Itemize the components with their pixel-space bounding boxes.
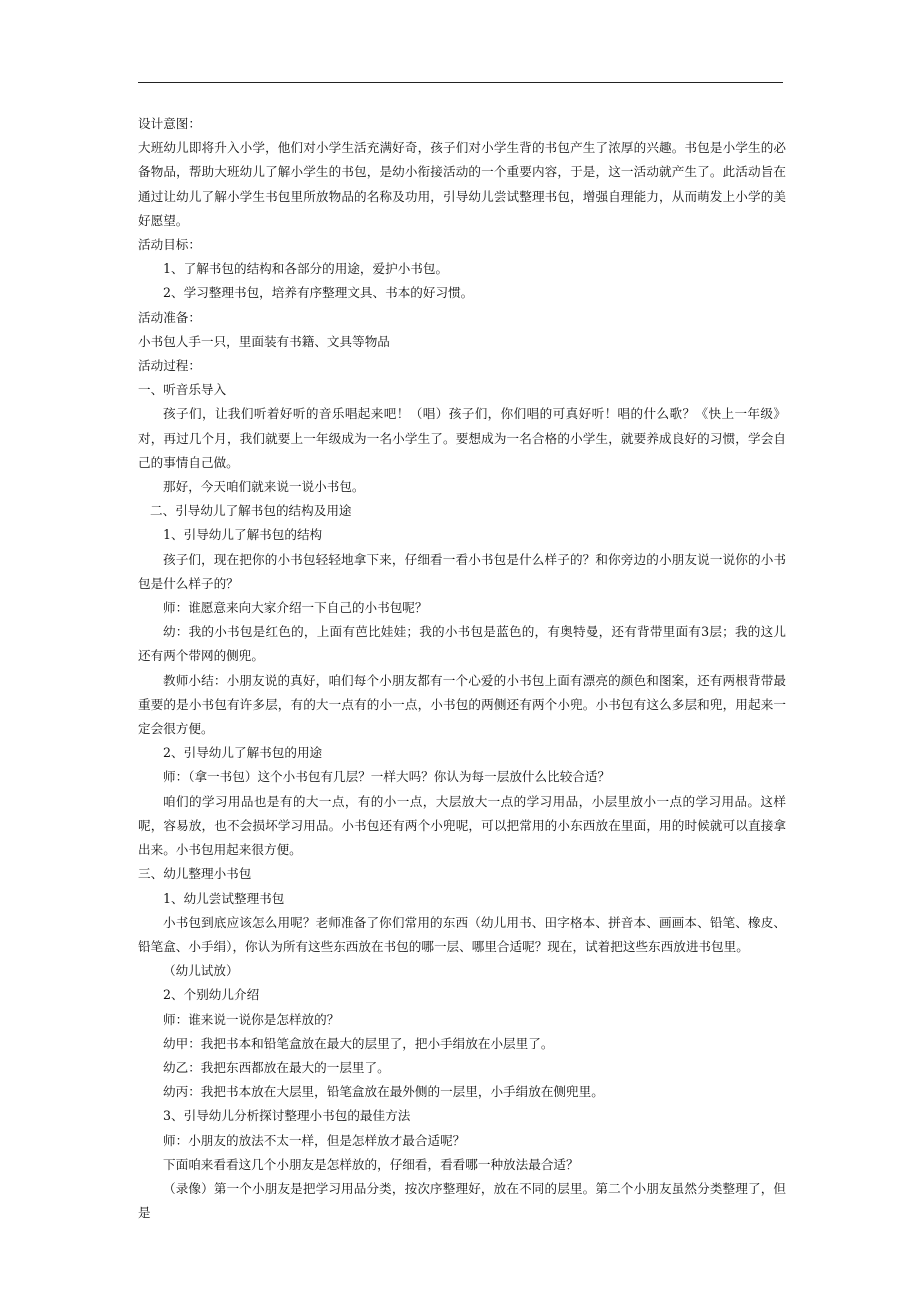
paragraph-child-a: 幼甲：我把书本和铅笔盒放在最大的层里了，把小手绢放在小层里了。 bbox=[163, 1035, 554, 1051]
paragraph-teacher-best: 师：小朋友的放法不太一样，但是怎样放才最合适呢？ bbox=[163, 1132, 466, 1148]
paragraph-child-b: 幼乙：我把东西都放在最大的一层里了。 bbox=[163, 1059, 390, 1075]
subheading-2-1: 1、引导幼儿了解书包的结构 bbox=[163, 527, 323, 543]
paragraph-teacher-summary: 教师小结：小朋友说的真好，咱们每个小朋友都有一个心爱的小书包上面有漂亮的颜色和图案，还有两根背带最重要的是小书包有许多层，有的大一点有的小一点，小书包的两侧还有两个小兜。小书包有这么多层和兜，用起来一定会很方便。 bbox=[138, 672, 786, 737]
paragraph-children-try: （幼儿试放） bbox=[163, 963, 239, 979]
paragraph-child-c: 幼丙：我把书本放在大层里，铅笔盒放在最外侧的一层里，小手绢放在侧兜里。 bbox=[163, 1084, 604, 1100]
paragraph-music-intro: 孩子们，让我们听着好听的音乐唱起来吧！（唱）孩子们，你们唱的可真好听！唱的什么歌？《快上一年级》对，再过几个月，我们就要上一年级成为一名小学生了。要想成为一名合格的小学生，就要养成良好的习惯，学会自己的事情自己做。 bbox=[138, 406, 786, 470]
subheading-2-2: 2、引导幼儿了解书包的用途 bbox=[163, 745, 323, 761]
paragraph-today-topic: 那好，今天咱们就来说一说小书包。 bbox=[163, 479, 365, 495]
subheading-3-1: 1、幼儿尝试整理书包 bbox=[163, 890, 285, 906]
paragraph-teacher-who: 师：谁来说一说你是怎样放的？ bbox=[163, 1011, 340, 1027]
section-heading-3: 三、幼儿整理小书包 bbox=[138, 866, 252, 882]
document-body bbox=[138, 112, 786, 1225]
goal-item-2: 2、学习整理书包，培养有序整理文具、书本的好习惯。 bbox=[163, 285, 474, 301]
paragraph-teacher-ask: 师：谁愿意来向大家介绍一下自己的小书包呢？ bbox=[163, 600, 428, 616]
paragraph-layers-usage: 咱们的学习用品也是有的大一点，有的小一点，大层放大一点的学习用品，小层里放小一点的学习用品。这样呢，容易放，也不会损坏学习用品。小书包还有两个小兜呢，可以把常用的小东西放在里面，用的时候就可以直接拿出来。小书包用起来很方便。 bbox=[138, 793, 786, 858]
subheading-3-2: 2、个别幼儿介绍 bbox=[163, 987, 260, 1003]
paragraph-watch: 下面咱来看看这几个小朋友是怎样放的，仔细看，看看哪一种放法最合适？ bbox=[163, 1156, 579, 1172]
heading-design-intent: 设计意图： bbox=[138, 116, 201, 131]
goal-item-1: 1、了解书包的结构和各部分的用途，爱护小书包。 bbox=[163, 261, 449, 277]
heading-activity-process: 活动过程： bbox=[138, 358, 201, 374]
paragraph-look-bag: 孩子们，现在把你的小书包轻轻地拿下来，仔细看一看小书包是什么样子的？和你旁边的小朋友说一说你的小书包是什么样子的？ bbox=[138, 551, 786, 591]
section-heading-2: 二、引导幼儿了解书包的结构及用途 bbox=[150, 503, 352, 519]
header-rule bbox=[138, 82, 783, 83]
paragraph-try-pack: 小书包到底应该怎么用呢？老师准备了你们常用的东西（幼儿用书、田字格本、拼音本、画画本、铅笔、橡皮、铅笔盒、小手绢），你认为所有这些东西放在书包的哪一层、哪里合适呢？现在，试着把这些东西放进书包里。 bbox=[138, 914, 786, 954]
paragraph-preparation: 小书包人手一只，里面装有书籍、文具等物品 bbox=[138, 333, 390, 349]
subheading-3-3: 3、引导幼儿分析探讨整理小书包的最佳方法 bbox=[163, 1108, 411, 1124]
section-heading-1: 一、听音乐导入 bbox=[138, 382, 227, 398]
paragraph-design-intent: 大班幼儿即将升入小学，他们对小学生活充满好奇，孩子们对小学生背的书包产生了浓厚的兴趣。书包是小学生的必备物品，帮助大班幼儿了解小学生的书包，是幼小衔接活动的一个重要内容，于是，这一活动就产生了。此活动旨在通过让幼儿了解小学生书包里所放物品的名称及功用，引导幼儿尝试整理书包，增强自理能力，从而萌发上小学的美好愿望。 bbox=[138, 140, 786, 228]
paragraph-video: （录像）第一个小朋友是把学习用品分类，按次序整理好，放在不同的层里。第二个小朋友虽然分类整理了，但是 bbox=[138, 1180, 786, 1221]
paragraph-teacher-layers: 师：（拿一书包）这个小书包有几层？一样大吗？你认为每一层放什么比较合适？ bbox=[163, 769, 611, 785]
heading-activity-goals: 活动目标： bbox=[138, 237, 201, 253]
heading-activity-preparation: 活动准备： bbox=[138, 309, 201, 325]
paragraph-child-answer: 幼：我的小书包是红色的，上面有芭比娃娃；我的小书包是蓝色的，有奥特曼，还有背带里面有3层；我的这儿还有两个带网的侧兜。 bbox=[138, 624, 786, 664]
